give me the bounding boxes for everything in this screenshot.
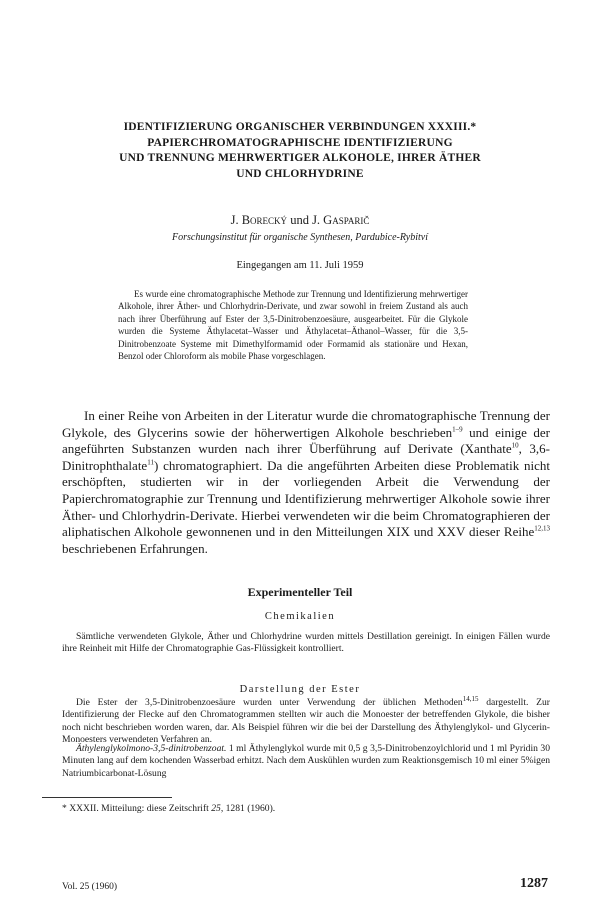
footnote-text: , 1281 (1960).: [220, 803, 276, 814]
abstract: Es wurde eine chromatographische Methode zur Trennung und Identifizierung mehrwertiger Alkohole, ihrer Äther- und Chlorhydrin-Derivate, und zwar sowohl in freiem Zustand als auch nach ihrer Überführung auf Ester der 3,5-Dinitrobenzoesäure, ausgearbeitet. Für die Glykole wurden die Systeme Äthylacetat–Wasser und Äthylacetat–Äthanol–Wasser, für die 3,5-Dinitrobenzoate Systeme mit Dimethylformamid oder Formamid als stationäre und Hexan, Benzol oder Chloroform als mobile Phase vorgeschlagen.: [118, 289, 468, 362]
subheading-chemikalien: Chemikalien: [264, 611, 336, 622]
citation-ref: 12,13: [534, 524, 550, 533]
intro-text-4: ) chromatographiert. Da die angeführten Arbeiten diese Problematik nicht erschöpften, studierten wir in der vorliegenden Arbeit die Verwendung der Papierchromatographie zur Trennung und Identifizierung mehrwertiger Alkohole sowie ihrer Äther- und Chlorhydrin-Derivate. Hierbei verwendeten wir die beim Chromatographieren der aliphatischen Alkohole gewonnenen und in den Mitteilungen XIX und XXV dieser Reihe: [62, 457, 550, 540]
author-1: J. Borecký: [230, 213, 288, 227]
paragraph-text: dargestellt. Zur Identifizierung der Flecke auf den Chromatogrammen stellten wir auch die Monoester der betreffenden Glykole, die bisher noch nicht beschrieben worden waren, dar. Als Beispiel führen wir die bei der Darstellung des Äthylenglykol- und Glycerin-Monoesters verwendeten Verfahren an.: [62, 697, 550, 745]
received-date: Eingegangen am 11. Juli 1959: [236, 260, 364, 271]
authors: [40, 212, 560, 228]
article-title: [40, 120, 560, 182]
introduction-paragraph: [62, 408, 550, 557]
journal-volume: Vol. 25 (1960): [62, 882, 117, 892]
compound-name: Äthylenglykolmono-3,5-dinitrobenzoat.: [76, 743, 227, 754]
footnote-divider: [42, 797, 172, 798]
citation-ref: 10: [511, 441, 519, 450]
citation-ref: 1–9: [452, 425, 463, 434]
title-line-4: UND CHLORHYDRINE: [236, 167, 364, 180]
intro-text-3: , 3,6-Dinitrophthalate: [62, 441, 550, 473]
paragraph-text: Die Ester der 3,5-Dinitrobenzoesäure wurden unter Verwendung der üblichen Methoden: [76, 697, 463, 708]
footnote: [62, 803, 550, 815]
section-title: Experimenteller Teil: [247, 585, 353, 599]
intro-text-5: beschriebenen Erfahrungen.: [62, 540, 208, 556]
footnote-volume: 25: [211, 803, 221, 814]
paragraph-chemikalien: Sämtliche verwendeten Glykole, Äther und Chlorhydrine wurden mittels Destillation gereinigt. In einigen Fällen wurde ihre Reinheit mit Hilfe der Chromatographie Gas-Flüssigkeit kontrolliert.: [62, 631, 550, 655]
author-2: J. Gasparič: [312, 213, 370, 227]
author-connector: und: [287, 213, 313, 227]
title-line-2: PAPIERCHROMATOGRAPHISCHE IDENTIFIZIERUNG: [147, 136, 453, 149]
title-line-1: IDENTIFIZIERUNG ORGANISCHER VERBINDUNGEN XXXIII.*: [123, 121, 477, 133]
intro-text-1: In einer Reihe von Arbeiten in der Literatur wurde die chromatographische Trennung der Glykole, des Glycerins sowie der höherwertigen Alkohole beschrieben: [62, 408, 550, 440]
citation-ref: 11: [147, 458, 154, 467]
page-number: 1287: [520, 876, 548, 891]
institute: Forschungsinstitut für organische Synthesen, Pardubice-Rybitví: [172, 232, 428, 243]
subheading-darstellung: Darstellung der Ester: [239, 684, 361, 695]
intro-text-2: und einige der angeführten Substanzen wurden nach ihrer Überführung auf Derivate (Xanthate: [62, 424, 550, 457]
footnote-text: * XXXII. Mitteilung: diese Zeitschrift: [62, 803, 212, 814]
paragraph-text: 1 ml Äthylenglykol wurde mit 0,5 g 3,5-Dinitrobenzoylchlorid und 1 ml Pyridin 30 Minuten lang auf dem kochenden Wasserbad erhitzt. Nach dem Auskühlen wurden zum Reaktionsgemisch 10 ml einer 5%igen Natriumbicarbonat-Lösung: [62, 743, 550, 779]
paragraph-darstellung: [62, 694, 550, 746]
paragraph-procedure: [62, 743, 550, 780]
citation-ref: 14,15: [462, 694, 479, 703]
title-line-3: UND TRENNUNG MEHRWERTIGER ALKOHOLE, IHRER ÄTHER: [119, 152, 481, 164]
